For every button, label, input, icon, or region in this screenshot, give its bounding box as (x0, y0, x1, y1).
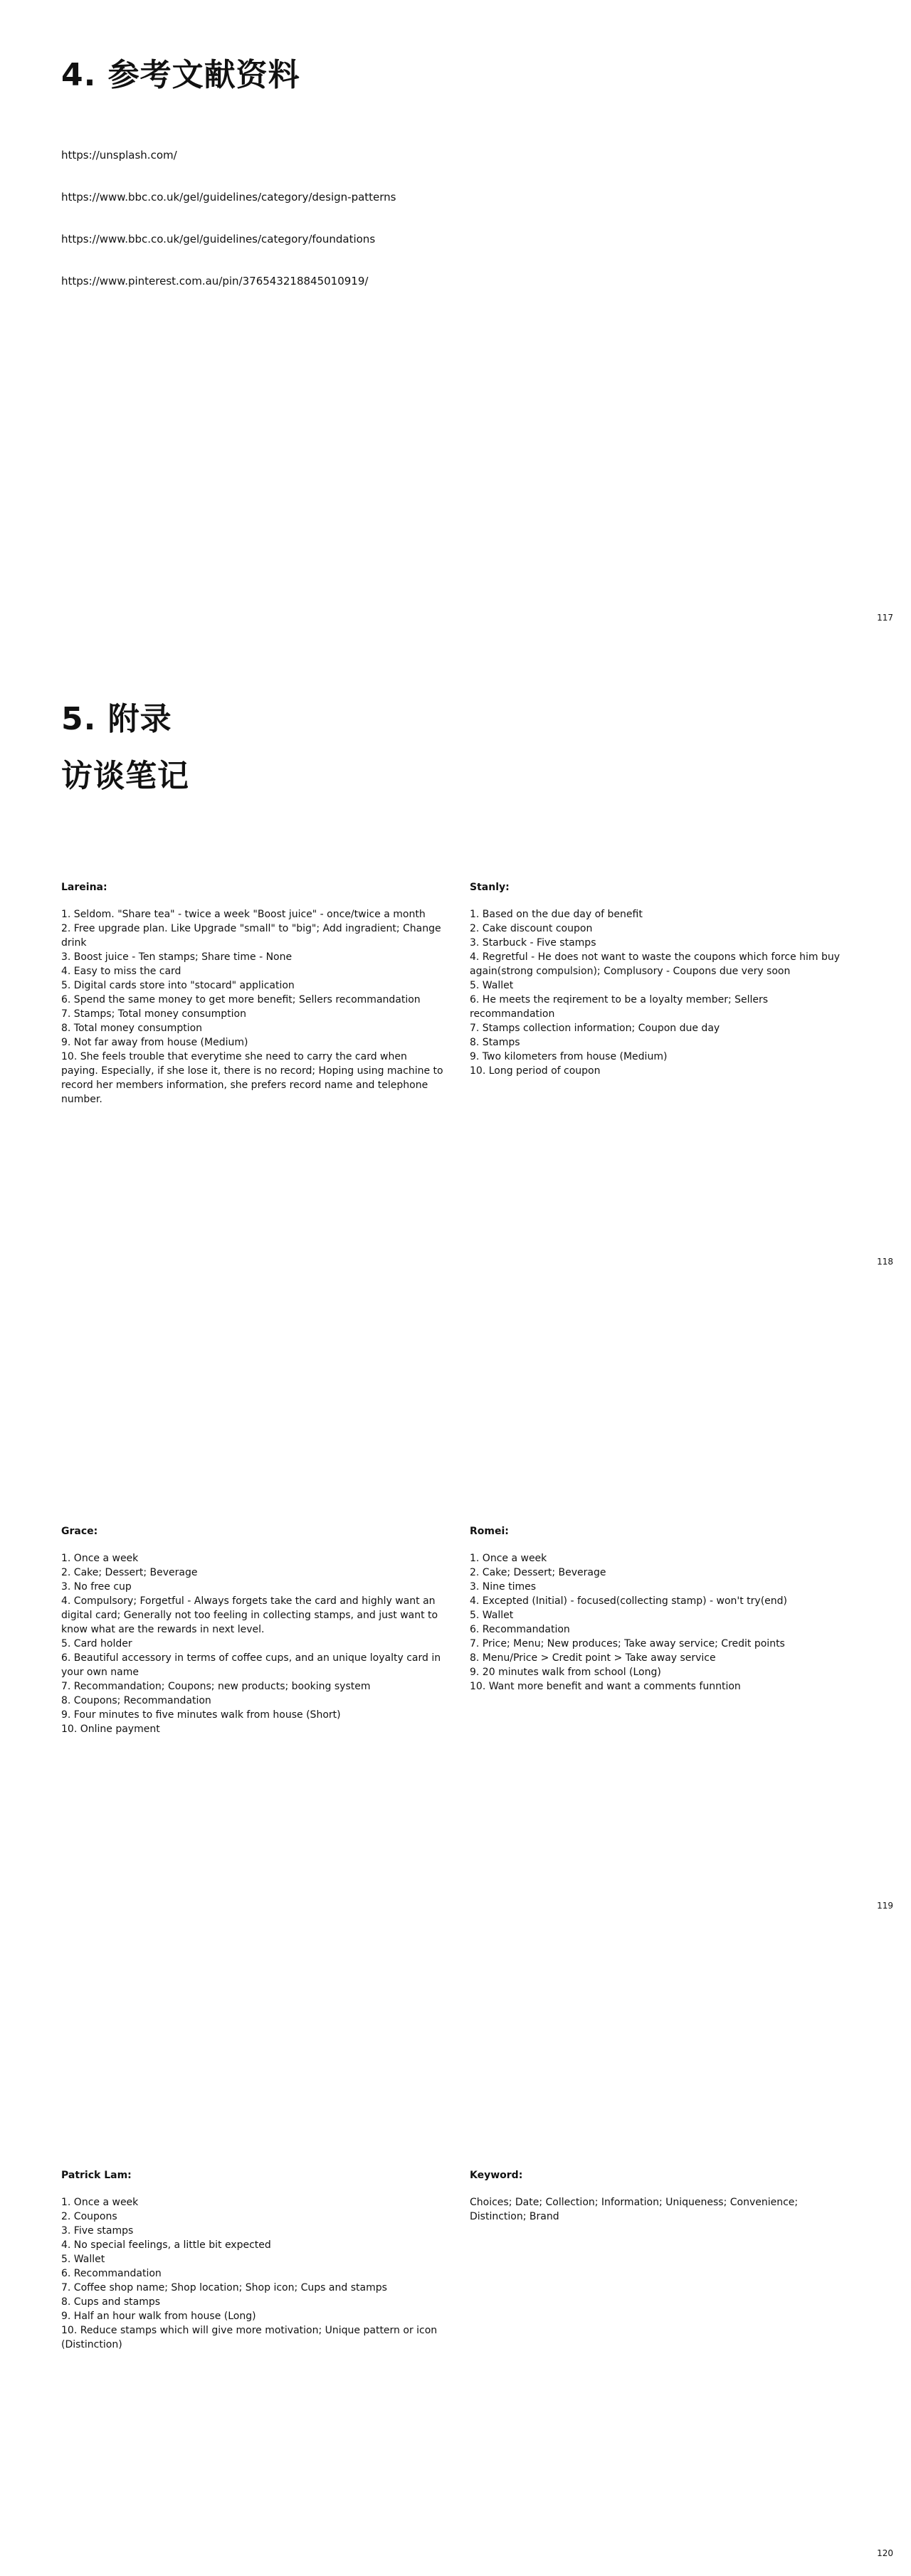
answer-item: 2. Cake discount coupon (470, 923, 593, 934)
keyword-heading: Keyword: (470, 2170, 523, 2181)
answer-item: 6. Recommandation (470, 1624, 570, 1635)
answer-item: 10. She feels trouble that everytime she need to carry the card when paying. Especially, if she lose it, there is no record; Hoping using machine to record her members information, she prefers record name and telephone number. (61, 1051, 443, 1105)
interview-note-patrick-lam (61, 2168, 446, 2352)
answer-item: 3. Five stamps (61, 2225, 134, 2237)
answer-list (470, 1551, 854, 1694)
answer-item: 7. Coffee shop name; Shop location; Shop icon; Cups and stamps (61, 2282, 387, 2293)
answer-item: 2. Coupons (61, 2211, 117, 2222)
page-title: 4. 参考文献资料 (61, 57, 300, 93)
answer-item: 6. He meets the reqirement to be a loyalty member; Sellers recommandation (470, 994, 769, 1020)
interview-note-stanly (470, 880, 854, 1078)
interview-note-lareina (61, 880, 446, 1107)
answer-item: 1. Once a week (61, 1553, 139, 1564)
answer-item: 1. Based on the due day of benefit (470, 909, 643, 920)
answer-item: 10. Online payment (61, 1724, 160, 1735)
page-number: 118 (877, 1257, 893, 1267)
page-title: 5. 附录 (61, 701, 172, 737)
answer-item: 5. Wallet (470, 980, 514, 991)
answer-list (61, 907, 446, 1107)
answer-list (61, 1551, 446, 1736)
answer-list (470, 907, 854, 1078)
answer-item: 3. Boost juice - Ten stamps; Share time - None (61, 951, 293, 963)
reference-link[interactable]: https://www.bbc.co.uk/gel/guidelines/category/design-patterns (61, 191, 396, 204)
answer-item: 7. Stamps; Total money consumption (61, 1008, 246, 1020)
answer-item: 9. Not far away from house (Medium) (61, 1037, 248, 1048)
answer-item: 9. Two kilometers from house (Medium) (470, 1051, 668, 1062)
answer-item: 2. Free upgrade plan. Like Upgrade "small" to "big"; Add ingradient; Change drink (61, 923, 441, 949)
answer-item: 4. No special feelings, a little bit expected (61, 2239, 271, 2251)
answer-item: 2. Cake; Dessert; Beverage (470, 1567, 606, 1578)
page-number: 120 (877, 2548, 893, 2558)
answer-item: 2. Cake; Dessert; Beverage (61, 1567, 198, 1578)
interview-note-romei (470, 1524, 854, 1694)
answer-item: 9. Half an hour walk from house (Long) (61, 2311, 256, 2322)
answer-item: 10. Want more benefit and want a comments funntion (470, 1681, 741, 1692)
keyword-text: Choices; Date; Collection; Information; Uniqueness; Convenience; Distinction; Brand (470, 2197, 799, 2222)
answer-item: 1. Seldom. "Share tea" - twice a week "Boost juice" - once/twice a month (61, 909, 426, 920)
page-118 (0, 644, 911, 1288)
answer-item: 9. Four minutes to five minutes walk from house (Short) (61, 1709, 341, 1721)
answer-item: 4. Excepted (Initial) - focused(collecting stamp) - won't try(end) (470, 1595, 788, 1607)
answer-item: 7. Stamps collection information; Coupon due day (470, 1023, 720, 1034)
page-117 (0, 0, 911, 644)
answer-item: 9. 20 minutes walk from school (Long) (470, 1667, 661, 1678)
answer-item: 1. Once a week (470, 1553, 547, 1564)
answer-item: 7. Recommandation; Coupons; new products; booking system (61, 1681, 371, 1692)
page-number: 117 (877, 613, 893, 623)
interview-note-grace (61, 1524, 446, 1736)
answer-item: 3. Nine times (470, 1581, 537, 1593)
answer-item: 5. Wallet (61, 2254, 105, 2265)
reference-link[interactable]: https://www.pinterest.com.au/pin/376543218845010919/ (61, 275, 369, 287)
answer-item: 3. Starbuck - Five stamps (470, 937, 596, 949)
page-subtitle: 访谈笔记 (61, 758, 189, 794)
answer-item: 6. Recommandation (61, 2268, 162, 2279)
reference-link[interactable]: https://www.bbc.co.uk/gel/guidelines/category/foundations (61, 233, 376, 246)
interviewee-name: Grace: (61, 1526, 98, 1537)
answer-item: 5. Wallet (470, 1610, 514, 1621)
reference-link[interactable]: https://unsplash.com/ (61, 149, 177, 162)
answer-item: 3. No free cup (61, 1581, 132, 1593)
answer-item: 7. Price; Menu; New produces; Take away service; Credit points (470, 1638, 785, 1649)
interviewee-name: Stanly: (470, 882, 510, 893)
answer-item: 5. Digital cards store into "stocard" application (61, 980, 295, 991)
interviewee-name: Romei: (470, 1526, 509, 1537)
answer-item: 8. Stamps (470, 1037, 520, 1048)
answer-item: 1. Once a week (61, 2197, 139, 2208)
answer-item: 10. Reduce stamps which will give more motivation; Unique pattern or icon (Distinction) (61, 2325, 438, 2350)
answer-item: 4. Regretful - He does not want to waste the coupons which force him buy again(strong compulsion); Complusory - Coupons due very soon (470, 951, 841, 977)
answer-item: 4. Easy to miss the card (61, 966, 181, 977)
answer-item: 8. Menu/Price > Credit point > Take away service (470, 1652, 716, 1664)
page-number: 119 (877, 1901, 893, 1911)
interviewee-name: Patrick Lam: (61, 2170, 132, 2181)
answer-item: 4. Compulsory; Forgetful - Always forgets take the card and highly want an digital card; Generally not too feeling in collecting stamps, and just want to know what are the rewards in next level. (61, 1595, 438, 1635)
answer-item: 8. Cups and stamps (61, 2296, 161, 2308)
answer-item: 8. Total money consumption (61, 1023, 203, 1034)
answer-item: 10. Long period of coupon (470, 1065, 601, 1077)
answer-item: 6. Beautiful accessory in terms of coffee cups, and an unique loyalty card in your own name (61, 1652, 441, 1678)
answer-item: 5. Card holder (61, 1638, 132, 1649)
keyword-note (470, 2168, 854, 2224)
answer-item: 8. Coupons; Recommandation (61, 1695, 211, 1706)
reference-list (61, 148, 396, 316)
page-120 (0, 1932, 911, 2576)
answer-list (61, 2195, 446, 2352)
interviewee-name: Lareina: (61, 882, 107, 893)
answer-item: 6. Spend the same money to get more benefit; Sellers recommandation (61, 994, 421, 1005)
page-119 (0, 1288, 911, 1932)
